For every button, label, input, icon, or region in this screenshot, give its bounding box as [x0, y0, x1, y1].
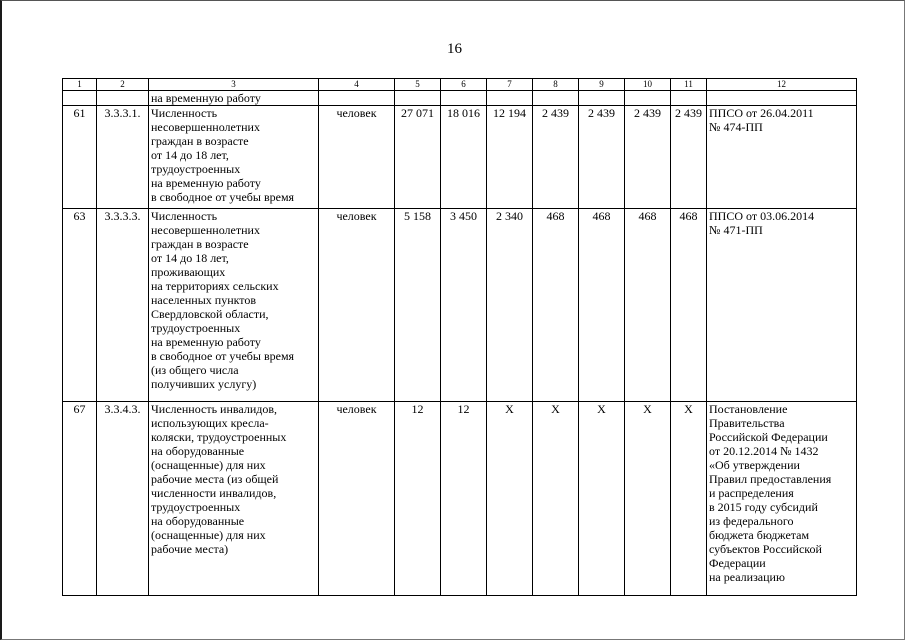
cell-name — [149, 106, 319, 209]
cell-value — [625, 91, 671, 106]
cell-value: 3 450 — [441, 209, 487, 402]
cell-value: 12 — [441, 402, 487, 596]
cell-unit — [319, 91, 395, 106]
cell-value — [671, 91, 707, 106]
cell-value — [395, 91, 441, 106]
name-line: трудоустроенных — [151, 321, 241, 335]
doc-line: ППСО от 26.04.2011 — [709, 106, 814, 120]
doc-line: на реализацию — [709, 570, 785, 584]
column-header: 10 — [625, 79, 671, 91]
table-body — [63, 79, 857, 596]
cell-value: 27 071 — [395, 106, 441, 209]
cell-value: X — [625, 402, 671, 596]
cell-value: 12 194 — [487, 106, 533, 209]
doc-line: в 2015 году субсидий — [709, 500, 818, 514]
name-line: (из общего числа — [151, 363, 239, 377]
column-header: 2 — [97, 79, 149, 91]
cell-doc — [707, 209, 857, 402]
name-line: использующих кресла- — [151, 416, 269, 430]
name-line: на временную работу — [151, 335, 261, 349]
name-line: на оборудованные — [151, 514, 245, 528]
column-number-header-row — [63, 79, 857, 91]
cell-code: 3.3.3.1. — [97, 106, 149, 209]
cell-value: 5 158 — [395, 209, 441, 402]
doc-line: Правил предоставления — [709, 472, 832, 486]
cell-value: 2 340 — [487, 209, 533, 402]
column-header: 11 — [671, 79, 707, 91]
name-line: рабочие места (из общей — [151, 472, 279, 486]
name-line: трудоустроенных — [151, 500, 241, 514]
cell-value: 2 439 — [533, 106, 579, 209]
continuation-row — [63, 91, 857, 106]
name-line: рабочие места) — [151, 542, 229, 556]
column-header: 3 — [149, 79, 319, 91]
cell-num: 67 — [63, 402, 97, 596]
doc-line: Постановление — [709, 402, 788, 416]
cell-value: X — [533, 402, 579, 596]
cell-value — [579, 91, 625, 106]
doc-line: № 471-ПП — [709, 223, 763, 237]
name-line: (оснащенные) для них — [151, 528, 266, 542]
name-line: Свердловской области, — [151, 307, 269, 321]
doc-line: Российской Федерации — [709, 430, 828, 444]
cell-code — [97, 91, 149, 106]
cell-num: 63 — [63, 209, 97, 402]
name-line: Численность — [151, 209, 218, 223]
name-line: трудоустроенных — [151, 162, 241, 176]
column-header: 12 — [707, 79, 857, 91]
doc-line: № 474-ПП — [709, 120, 763, 134]
cell-value — [441, 91, 487, 106]
cell-value: 468 — [625, 209, 671, 402]
cell-value: 468 — [671, 209, 707, 402]
doc-line: бюджета бюджетам — [709, 528, 810, 542]
cell-value: 2 439 — [579, 106, 625, 209]
name-line: численности инвалидов, — [151, 486, 277, 500]
column-header: 7 — [487, 79, 533, 91]
name-line: несовершеннолетних — [151, 120, 260, 134]
cell-value: X — [487, 402, 533, 596]
cell-doc — [707, 91, 857, 106]
name-line: граждан в возрасте — [151, 134, 249, 148]
column-header: 8 — [533, 79, 579, 91]
cell-num — [63, 91, 97, 106]
name-line: Численность инвалидов, — [151, 402, 278, 416]
table-row — [63, 402, 857, 596]
column-header: 1 — [63, 79, 97, 91]
table-row — [63, 106, 857, 209]
cell-code: 3.3.3.3. — [97, 209, 149, 402]
page-number: 16 — [447, 41, 462, 57]
cell-value: 468 — [579, 209, 625, 402]
doc-line: от 20.12.2014 № 1432 — [709, 444, 819, 458]
name-line: на временную работу — [151, 91, 261, 105]
cell-doc — [707, 402, 857, 596]
cell-value: 18 016 — [441, 106, 487, 209]
cell-unit: человек — [319, 106, 395, 209]
name-line: в свободное от учебы время — [151, 349, 295, 363]
cell-value — [487, 91, 533, 106]
cell-name — [149, 402, 319, 596]
name-line: проживающих — [151, 265, 226, 279]
cell-code: 3.3.4.3. — [97, 402, 149, 596]
cell-value: X — [671, 402, 707, 596]
name-line: получивших услугу) — [151, 377, 257, 391]
name-line: (оснащенные) для них — [151, 458, 266, 472]
name-line: Численность — [151, 106, 218, 120]
cell-value — [533, 91, 579, 106]
name-line: от 14 до 18 лет, — [151, 148, 229, 162]
cell-name — [149, 91, 319, 106]
name-line: на временную работу — [151, 176, 261, 190]
doc-line: и распределения — [709, 486, 794, 500]
table-row — [63, 209, 857, 402]
doc-line: Правительства — [709, 416, 785, 430]
name-line: в свободное от учебы время — [151, 190, 295, 204]
cell-value: 468 — [533, 209, 579, 402]
cell-value: X — [579, 402, 625, 596]
cell-name — [149, 209, 319, 402]
column-header: 4 — [319, 79, 395, 91]
name-line: населенных пунктов — [151, 293, 257, 307]
doc-line: «Об утверждении — [709, 458, 800, 472]
cell-num: 61 — [63, 106, 97, 209]
doc-line: ППСО от 03.06.2014 — [709, 209, 815, 223]
name-line: на оборудованные — [151, 444, 245, 458]
column-header: 6 — [441, 79, 487, 91]
cell-value: 2 439 — [625, 106, 671, 209]
cell-unit: человек — [319, 209, 395, 402]
name-line: несовершеннолетних — [151, 223, 260, 237]
cell-doc — [707, 106, 857, 209]
doc-line: Федерации — [709, 556, 766, 570]
name-line: на территориях сельских — [151, 279, 279, 293]
name-line: граждан в возрасте — [151, 237, 249, 251]
cell-value: 12 — [395, 402, 441, 596]
indicators-table — [62, 78, 857, 596]
name-line: коляски, трудоустроенных — [151, 430, 287, 444]
cell-unit: человек — [319, 402, 395, 596]
column-header: 9 — [579, 79, 625, 91]
name-line: от 14 до 18 лет, — [151, 251, 229, 265]
cell-value: 2 439 — [671, 106, 707, 209]
doc-line: субъектов Российской — [709, 542, 822, 556]
doc-line: из федерального — [709, 514, 794, 528]
column-header: 5 — [395, 79, 441, 91]
